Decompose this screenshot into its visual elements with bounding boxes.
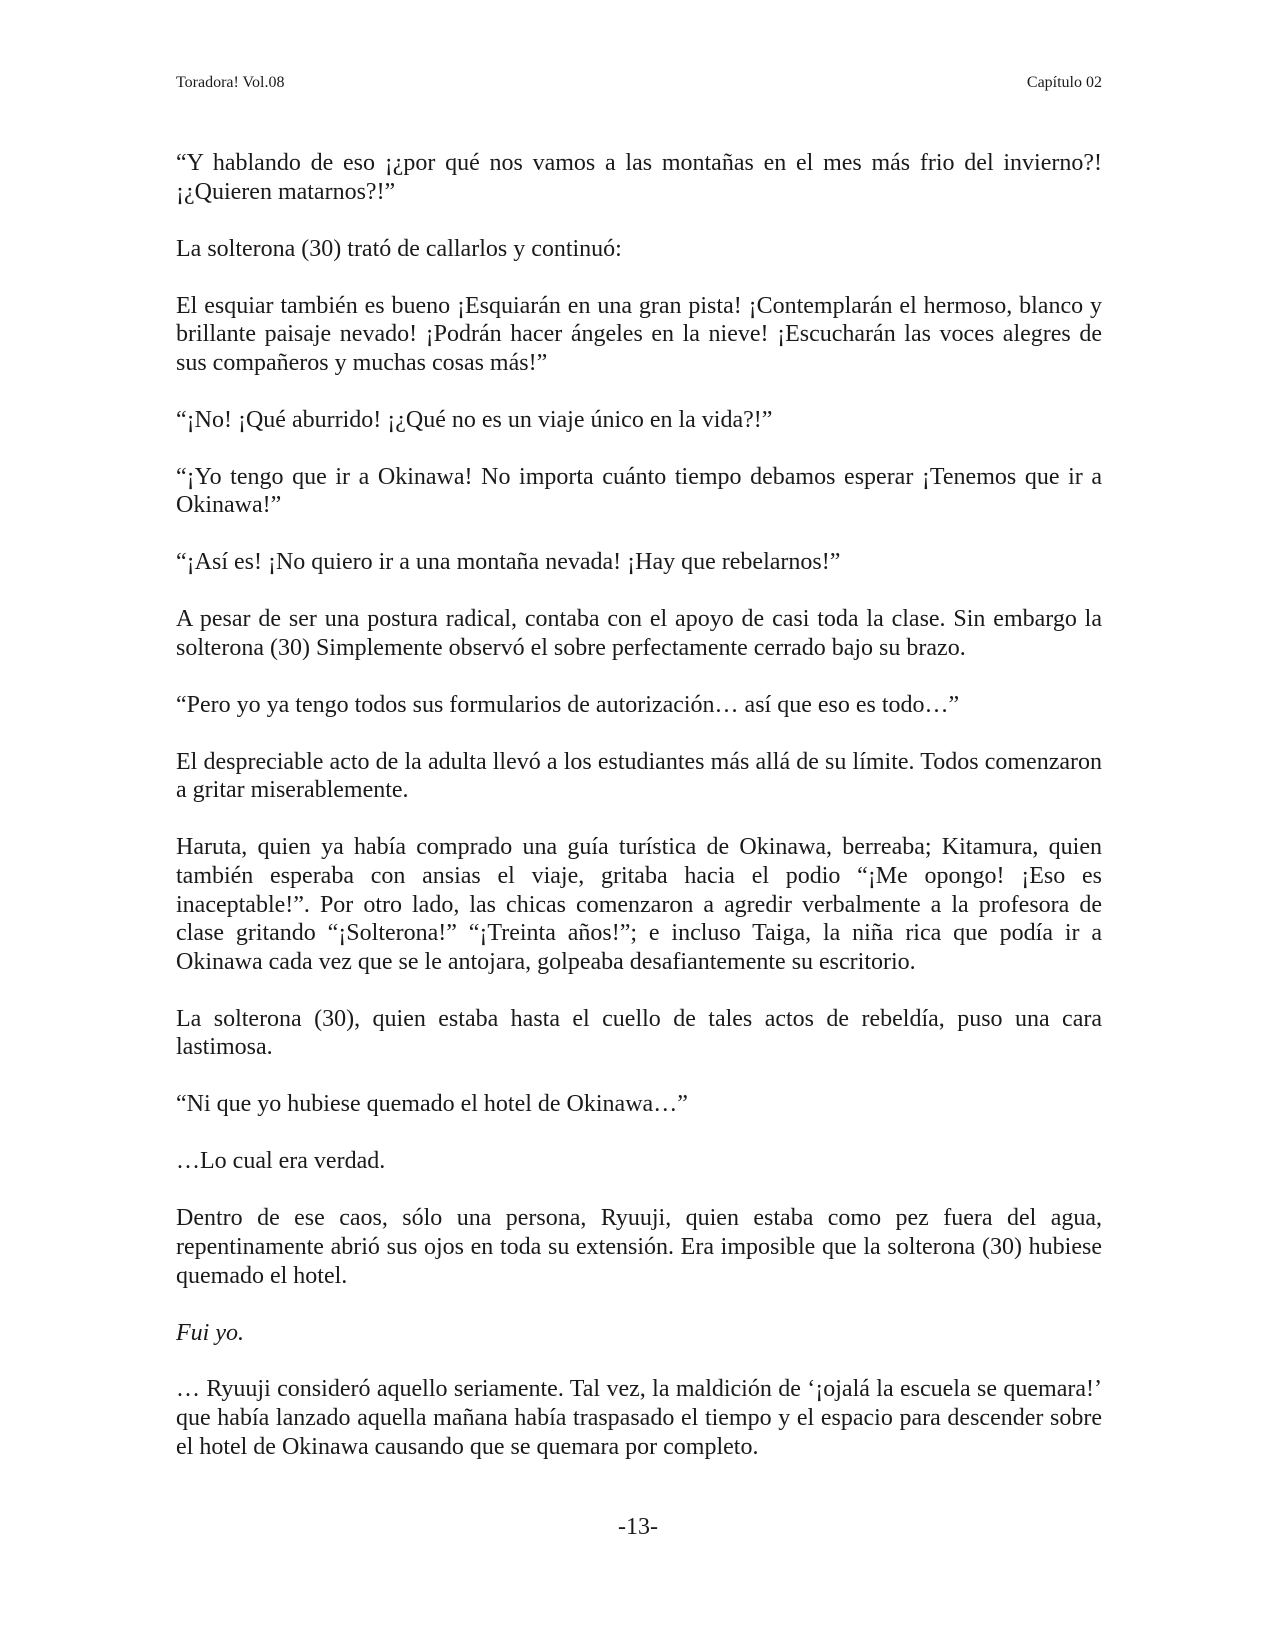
paragraph: A pesar de ser una postura radical, contaba con el apoyo de casi toda la clase. Sin embargo la solterona (30) Simplemente observó el sobre perfectamente cerrado bajo su brazo.	[176, 606, 1102, 661]
paragraph: “Ni que yo hubiese quemado el hotel de Okinawa…”	[176, 1091, 688, 1118]
paragraph: Dentro de ese caos, sólo una persona, Ryuuji, quien estaba como pez fuera del agua, repentinamente abrió sus ojos en toda su extensión. Era imposible que la solterona (30) hubiese quemado el hotel.	[176, 1205, 1102, 1289]
header-book-title: Toradora! Vol.08	[176, 74, 285, 91]
paragraph: “Y hablando de eso ¡¿por qué nos vamos a las montañas en el mes más frio del invierno?! ¡¿Quieren matarnos?!”	[176, 150, 1102, 205]
paragraph: La solterona (30) trató de callarlos y continuó:	[176, 235, 622, 262]
paragraph: “¡No! ¡Qué aburrido! ¡¿Qué no es un viaje único en la vida?!”	[176, 406, 773, 433]
body-text	[176, 149, 1102, 1490]
paragraph: “¡Así es! ¡No quiero ir a una montaña nevada! ¡Hay que rebelarnos!”	[176, 549, 841, 576]
paragraph: … Ryuuji consideró aquello seriamente. Tal vez, la maldición de ‘¡ojalá la escuela se quemara!’ que había lanzado aquella mañana había traspasado el tiempo y el espacio para descender sobre el hotel de Okinawa causando que se quemara por completo.	[176, 1376, 1102, 1460]
paragraph: Haruta, quien ya había comprado una guía turística de Okinawa, berreaba; Kitamura, quien también esperaba con ansias el viaje, gritaba hacia el podio “¡Me opongo! ¡Eso es inaceptable!”. Por otro lado, las chicas comenzaron a agredir verbalmente a la profesora de clase gritando “¡Solterona!” “¡Treinta años!”; e incluso Taiga, la niña rica que podía ir a Okinawa cada vez que se le antojara, golpeaba desafiantemente su escritorio.	[176, 834, 1102, 975]
paragraph: Fui yo.	[176, 1319, 244, 1346]
header-chapter: Capítulo 02	[1026, 74, 1102, 91]
running-header	[176, 73, 1102, 93]
page-number: -13-	[618, 1514, 658, 1540]
paragraph: “¡Yo tengo que ir a Okinawa! No importa cuánto tiempo debamos esperar ¡Tenemos que ir a Okinawa!”	[176, 463, 1102, 519]
paragraph: “Pero yo ya tengo todos sus formularios de autorización… así que eso es todo…”	[176, 691, 960, 718]
paragraph: La solterona (30), quien estaba hasta el cuello de tales actos de rebeldía, puso una cara lastimosa.	[176, 1005, 1102, 1061]
paragraph: …Lo cual era verdad.	[176, 1148, 386, 1175]
paragraph: El despreciable acto de la adulta llevó a los estudiantes más allá de su límite. Todos comenzaron a gritar miserablemente.	[176, 748, 1102, 804]
paragraph: El esquiar también es bueno ¡Esquiarán en una gran pista! ¡Contemplarán el hermoso, blanco y brillante paisaje nevado! ¡Podrán hacer ángeles en la nieve! ¡Escucharán las voces alegres de sus compañeros y muchas cosas más!”	[176, 292, 1102, 376]
